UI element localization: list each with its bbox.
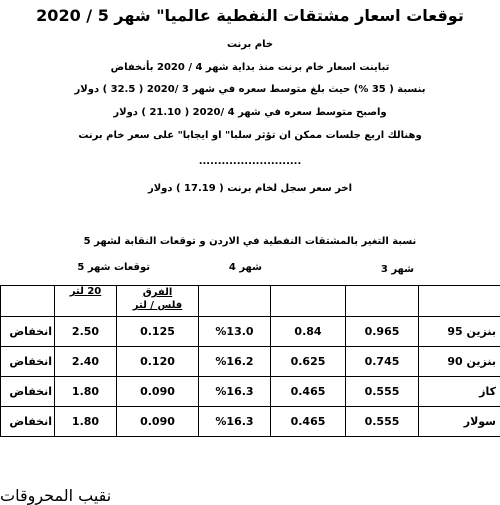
- product-cell: بنزين 90: [419, 347, 500, 377]
- per20-header: 20 لتر: [55, 286, 117, 317]
- pct-cell: %16.3: [199, 407, 271, 437]
- diff-cell: 0.090: [117, 377, 199, 407]
- page-title: توقعات اسعار مشتقات النفطية عالميا" شهر 5 / 2020: [0, 6, 500, 25]
- m3-cell: 0.745: [346, 347, 419, 377]
- pct-header-cell: [199, 286, 271, 317]
- product-cell: بنزين 95: [419, 317, 500, 347]
- subtitle: خام برنت: [0, 39, 500, 50]
- paragraph-1: تباينت اسعار خام برنت منذ بداية شهر 4 / 2020 بأنخفاض: [0, 62, 500, 73]
- m4-cell: 0.84: [271, 317, 346, 347]
- dots-separator: ...........................: [0, 156, 500, 167]
- m4-cell: 0.465: [271, 407, 346, 437]
- trend-cell: انخفاض: [1, 317, 55, 347]
- paragraph-4: وهنالك اربع جلسات ممكن ان تؤثر سلبا" او ايجابا" على سعر خام برنت: [0, 130, 500, 141]
- pct-cell: %16.2: [199, 347, 271, 377]
- product-cell: سولار: [419, 407, 500, 437]
- diff-header: الفرق فلس / لتر: [117, 286, 199, 317]
- m3-cell: 0.965: [346, 317, 419, 347]
- m4-cell: 0.465: [271, 377, 346, 407]
- header-month3: شهر 3: [370, 264, 414, 275]
- diff-cell: 0.090: [117, 407, 199, 437]
- table-title: نسبة التغير بالمشتقات النفطية في الاردن و توقعات النقابة لشهر 5: [0, 236, 500, 247]
- product-header-cell: [419, 286, 500, 317]
- m3-cell: 0.555: [346, 407, 419, 437]
- per20-cell: 1.80: [55, 377, 117, 407]
- header-forecast5: توقعات شهر 5: [40, 262, 150, 273]
- table-row: [1, 407, 500, 437]
- fuel-table: [0, 285, 500, 437]
- table-row: [1, 317, 500, 347]
- per20-cell: 2.40: [55, 347, 117, 377]
- footer-signature-text: نقيب المحروقات: [0, 486, 111, 505]
- header-month4: شهر 4: [210, 262, 262, 273]
- per20-cell: 1.80: [55, 407, 117, 437]
- product-cell: كاز: [419, 377, 500, 407]
- trend-cell: انخفاض: [1, 407, 55, 437]
- m4-cell: 0.625: [271, 347, 346, 377]
- last-price: اخر سعر سجل لخام برنت ( 17.19 ) دولار: [0, 183, 500, 194]
- table-row: [1, 347, 500, 377]
- per20-cell: 2.50: [55, 317, 117, 347]
- paragraph-2: بنسبة ( 35 %) حيث بلغ متوسط سعره في شهر 3 /2020 ( 32.5 ) دولار: [0, 84, 500, 95]
- diff-cell: 0.120: [117, 347, 199, 377]
- m4-header-cell: [271, 286, 346, 317]
- diff-cell: 0.125: [117, 317, 199, 347]
- m3-header-cell: [346, 286, 419, 317]
- paragraph-3: واصبح متوسط سعره في شهر 4 /2020 ( 21.10 ) دولار: [0, 107, 500, 118]
- m3-cell: 0.555: [346, 377, 419, 407]
- pct-cell: %13.0: [199, 317, 271, 347]
- pct-cell: %16.3: [199, 377, 271, 407]
- table-subheader-row: [1, 286, 500, 317]
- table-row: [1, 377, 500, 407]
- trend-cell: انخفاض: [1, 377, 55, 407]
- trend-cell: انخفاض: [1, 347, 55, 377]
- trend-header-cell: [1, 286, 55, 317]
